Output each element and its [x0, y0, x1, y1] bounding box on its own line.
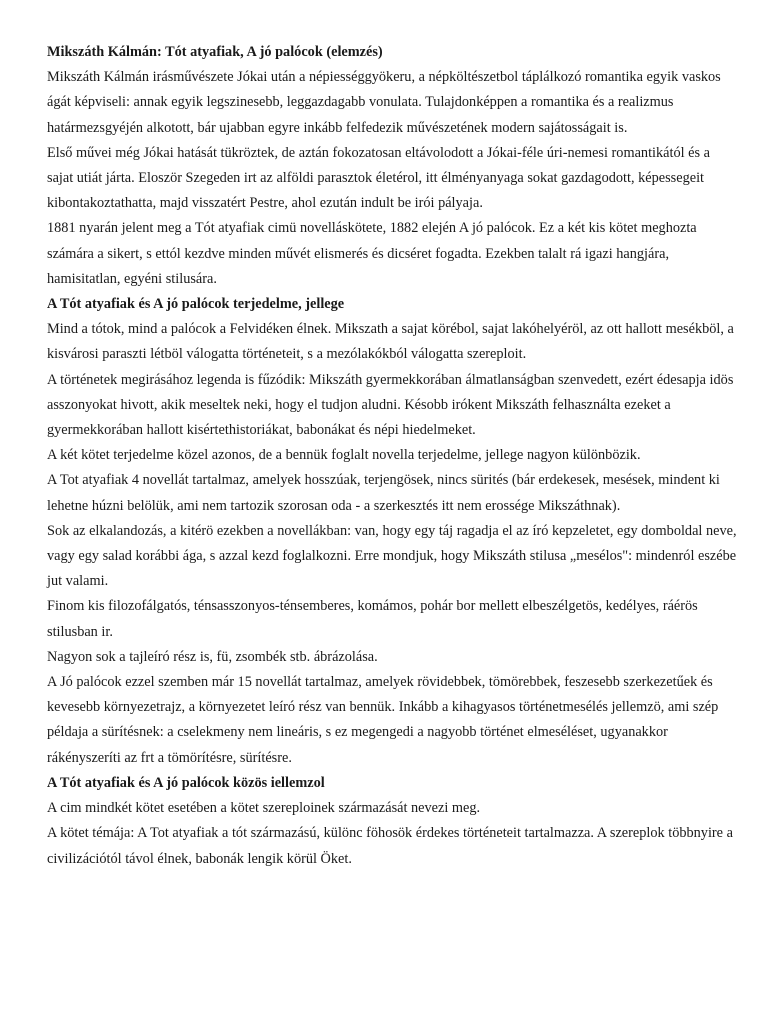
paragraph-style: Finom kis filozofálgatós, ténsasszonyos-ténsemberes, komámos, pohár bor mellett elbeszélgetös, kedélyes, ráérös stilusban ir.: [47, 598, 698, 640]
paragraph-publication: 1881 nyarán jelent meg a Tót atyafiak cimü novelláskötete, 1882 elején A jó palócok. Ez a két kis kötet meghozta számára a sikert, s ettól kezdve minden művét elismerés és dicséret fogadta. Ezekben talalt rá igazi hangjára, hamisitatlan, egyéni stilusára.: [47, 220, 697, 287]
paragraph-theme: A kötet témája: A Tot atyafiak a tót származású, különc föhosök érdekes történeteit tartalmazza. A szereplok többnyire a civilizációtól távol élnek, babonák lengik körül Öket.: [47, 825, 733, 867]
paragraph-intro: Mikszáth Kálmán irásművészete Jókai után a népiességgyökeru, a népköltészetbol táplálkozó romantika egyik vaskos ágát képviseli: annak egyik legszinesebb, leggazdagabb vonulata. Tulajdonképpen a romantika és a realizmus határmezsgyéjén alkotott, bár ujabban egyre inkább felfedezik művészetének modern sajátosságait is.: [47, 69, 721, 136]
paragraph-legend: A történetek megirásához legenda is fűzódik: Mikszáth gyermekkorában álmatlanságban szenvedett, ezért édesapja idös asszonyokat hivott, akik meseltek neki, hogy el tudjon aludni. Késobb irókent Mikszáth felhasználta ezeket a gyermekkorában hallott kisértethistoriákat, babonákat és népi hiedelmeket.: [47, 371, 734, 439]
document-title: Mikszáth Kálmán: Tót atyafiak, A jó palócok (elemzés): [47, 44, 383, 60]
paragraph-title-meaning: A cim mindkét kötet esetében a kötet szereploinek származását nevezi meg.: [47, 800, 481, 817]
paragraph-tot-atyafiak: A Tot atyafiak 4 novellát tartalmaz, amelyek hosszúak, terjengösek, nincs sürités (bár erdekesek, mesések, mindent ki lehetne húzni belölük, ami nem tartozik szorosan oda - a szerkesztés itt nem erossége Mikszáthnak).: [47, 472, 720, 514]
paragraph-jo-palocok: A Jó palócok ezzel szemben már 15 novellát tartalmaz, amelyek rövidebbek, tömörebbek, feszesebb szerkezetűek és kevesebb környezetrajz, a környezetet leíró rész van bennük. Inkább a kihagyasos történetmesélés jellemzö, ami szép példaja a sürítésnek: a cselekmeny nem lineáris, s ez megengedi a nagyobb történet elmeséléset, ugyanakkor rákényszeríti az frt a tömörítésre, sürítésre.: [47, 674, 719, 766]
paragraph-setting: Mind a tótok, mind a palócok a Felvidéken élnek. Mikszath a sajat körébol, sajat lakóhelyéröl, az ott hallott mesékböl, a kisvárosi paraszti létböl válogatta történeteit, s a mezólakókból válogatta szereploit.: [47, 321, 734, 363]
section-heading-common: A Tót atyafiak és A jó palócok közös iellemzol: [47, 774, 325, 791]
document-page: [47, 40, 737, 872]
paragraph-digressions: Sok az elkalandozás, a kitérö ezekben a novellákban: van, hogy egy táj ragadja el az író kepzeletet, egy domboldal neve, vagy egy salad korábbi ága, s azzal kezd foglalkozni. Erre mondjuk, hogy Mikszáth stilusa „mesélos": mindenról eszébe jut valami.: [47, 522, 737, 590]
paragraph-volume-comparison: A két kötet terjedelme közel azonos, de a bennük foglalt novella terjedelme, jellege nagyon különbözik.: [47, 447, 641, 464]
section-heading-scope: A Tót atyafiak és A jó palócok terjedelme, jellege: [47, 296, 345, 313]
paragraph-landscape: Nagyon sok a tajleíró rész is, fü, zsombék stb. ábrázolása.: [47, 648, 378, 665]
paragraph-early-works: Első művei még Jókai hatását tükröztek, de aztán fokozatosan eltávolodott a Jókai-féle úri-nemesi romantikától és a sajat utiát járta. Eloször Szegeden irt az alföldi parasztok életérol, itt élményanyaga sokat gazdagodott, képessegeit kibontakoztathatta, majd visszatért Pestre, ahol ezután indult be irói pályaja.: [47, 144, 710, 212]
